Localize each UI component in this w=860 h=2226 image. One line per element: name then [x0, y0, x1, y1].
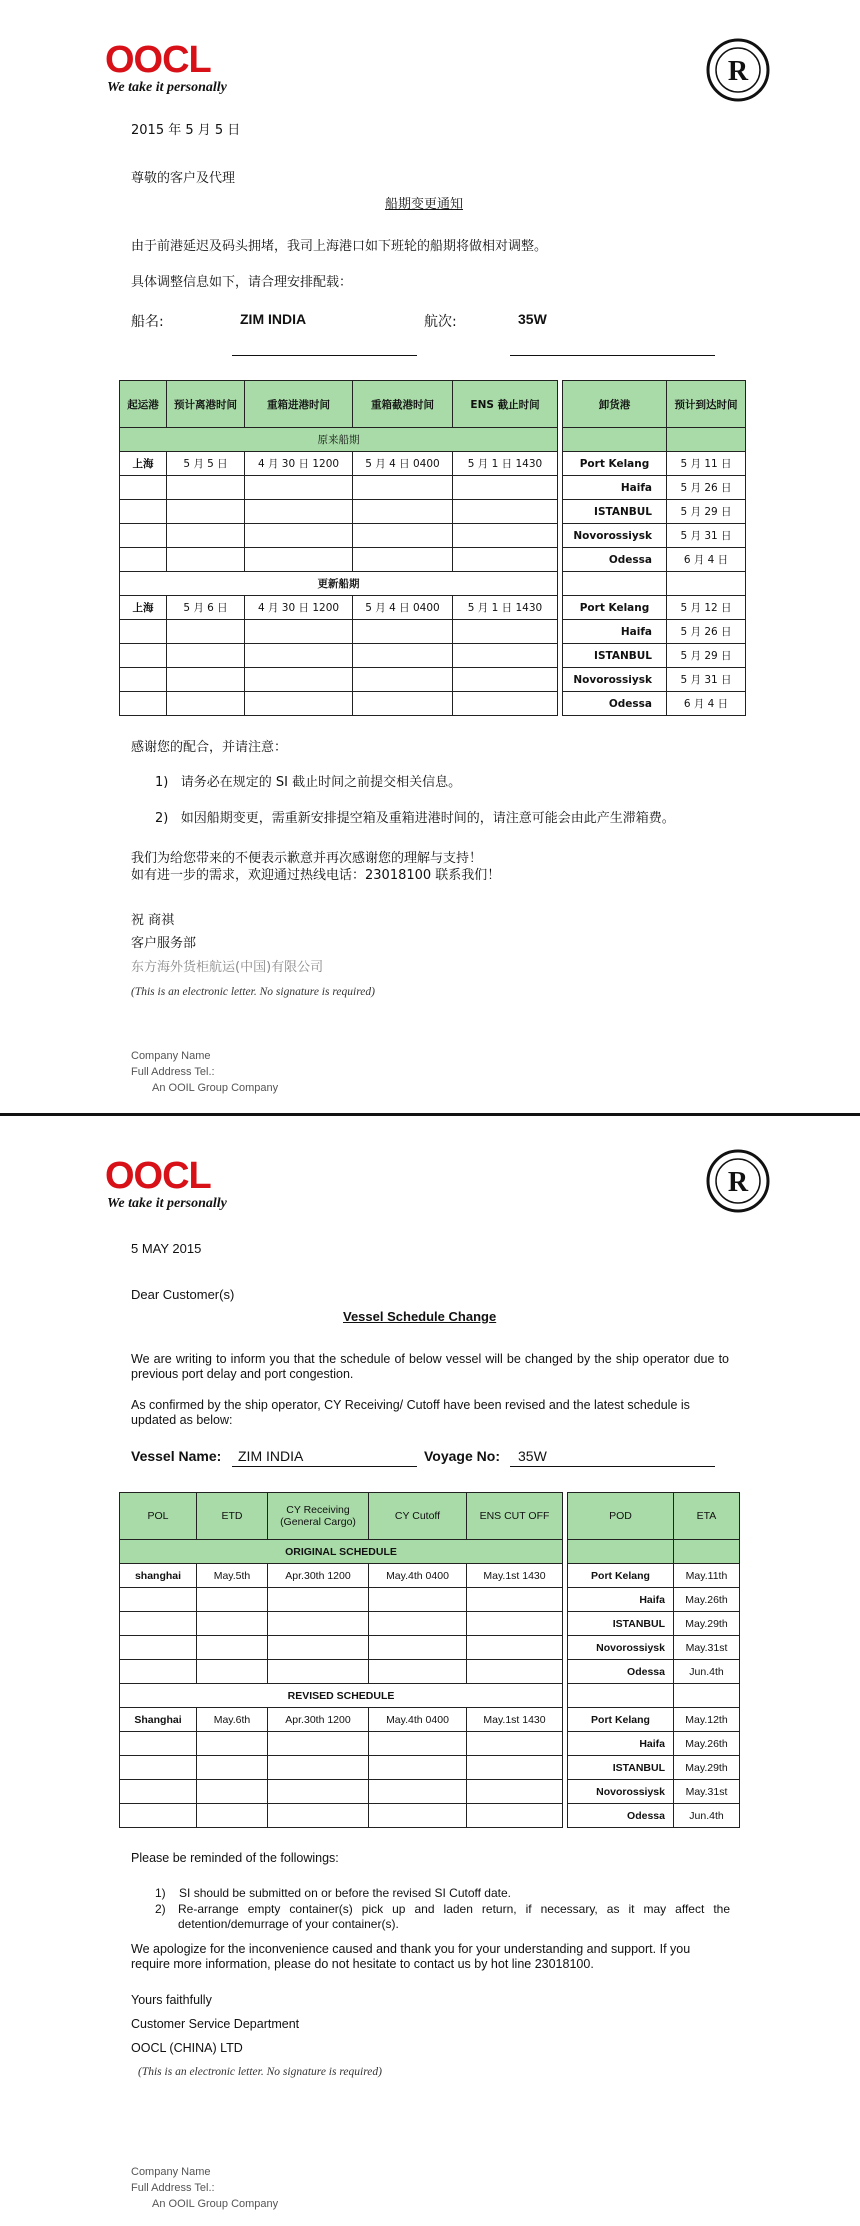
quality-seal-icon	[706, 1149, 770, 1213]
header-cy-cutoff: CY Cutoff	[369, 1493, 467, 1540]
vessel-label: Vessel Name:	[131, 1448, 222, 1464]
logo-word: OOCL	[105, 1155, 211, 1197]
oocl-logo	[105, 1156, 255, 1218]
table-row: shanghai May.5th Apr.30th 1200 May.4th 0400 May.1st 1430 Port Kelang May.11th	[120, 1564, 740, 1588]
chinese-schedule-table	[119, 380, 746, 716]
header-pol: 起运港	[120, 381, 167, 428]
apology-text: 我们为给您带来的不便表示歉意并再次感谢您的理解与支持！	[131, 851, 483, 866]
logo-tagline: We take it personally	[107, 1196, 227, 1211]
letter-intro: We are writing to inform you that the schedule of below vessel will be changed by the ship operator due to previous port delay and port congestion.	[131, 1352, 729, 1381]
table-row: Odessa Jun.4th	[120, 1804, 740, 1828]
electronic-letter-note: (This is an electronic letter. No signature is required)	[131, 986, 375, 998]
electronic-letter-note: (This is an electronic letter. No signature is required)	[138, 2066, 382, 2078]
voyage-underline	[510, 355, 715, 356]
header-etd: ETD	[197, 1493, 268, 1540]
letter-greeting: 尊敬的客户及代理	[131, 171, 236, 186]
note-2: 2) Re-arrange empty container(s) pick up and laden return, if necessary, as it may affect the detention/demurrage of your container(s).	[155, 1902, 730, 1931]
table-row: Novorossiysk 5 月 31 日	[120, 524, 746, 548]
oocl-logo	[105, 40, 255, 102]
table-row: Shanghai May.6th Apr.30th 1200 May.4th 0400 May.1st 1430 Port Kelang May.12th	[120, 1708, 740, 1732]
note-2: 2) 如因船期变更，需重新安排提空箱及重箱进港时间的，请注意可能会由此产生滞箱费。	[155, 811, 675, 826]
header-cy-receiving: 重箱进港时间	[245, 381, 353, 428]
company-name: 东方海外货柜航运(中国)有限公司	[131, 960, 324, 975]
table-row: Odessa Jun.4th	[120, 1660, 740, 1684]
apology-text: We apologize for the inconvenience caused and thank you for your understanding and support. If you require more information, please do not hesitate to contact us by hot line 23018100.	[131, 1942, 691, 1971]
original-schedule-label: ORIGINAL SCHEDULE	[120, 1540, 563, 1564]
department-text: Customer Service Department	[131, 2017, 300, 2031]
voyage-underline	[510, 1466, 715, 1467]
letter-greeting: Dear Customer(s)	[131, 1287, 235, 1302]
footer-company: Company Name	[131, 2166, 211, 2178]
hotline-text: 如有进一步的需求，欢迎通过热线电话：23018100 联系我们！	[131, 868, 501, 883]
table-row: Novorossiysk May.31st	[120, 1780, 740, 1804]
table-row: Odessa 6 月 4 日	[120, 548, 746, 572]
note-1: 1) 请务必在规定的 SI 截止时间之前提交相关信息。	[155, 775, 462, 790]
logo-tagline: We take it personally	[107, 80, 227, 95]
regards-text: 祝 商祺	[131, 913, 175, 928]
english-notice-page	[0, 1116, 860, 2226]
footer-group: An OOIL Group Company	[152, 2198, 279, 2210]
yours-faithfully: Yours faithfully	[131, 1993, 212, 2007]
thanks-note: 感谢您的配合，并请注意：	[131, 740, 288, 755]
adjust-note: 具体调整信息如下，请合理安排配载：	[131, 275, 353, 290]
header-eta: ETA	[674, 1493, 740, 1540]
table-row: Odessa 6 月 4 日	[120, 692, 746, 716]
table-row: Novorossiysk May.31st	[120, 1636, 740, 1660]
header-eta: 预计到达时间	[667, 381, 746, 428]
table-row: 上海 5 月 6 日 4 月 30 日 1200 5 月 4 日 0400 5 月 1 日 1430 Port Kelang 5 月 12 日	[120, 596, 746, 620]
table-row: ISTANBUL May.29th	[120, 1612, 740, 1636]
table-row: ISTANBUL 5 月 29 日	[120, 500, 746, 524]
header-ens: ENS 截止时间	[453, 381, 558, 428]
header-pol: POL	[120, 1493, 197, 1540]
confirm-text: As confirmed by the ship operator, CY Receiving/ Cutoff have been revised and the latest schedule is updated as below:	[131, 1398, 690, 1427]
original-schedule-label: 原来船期	[120, 428, 558, 452]
footer-address: Full Address Tel.:	[131, 1066, 215, 1078]
letter-intro: 由于前港延迟及码头拥堵，我司上海港口如下班轮的船期将做相对调整。	[131, 239, 548, 254]
svg-text:R: R	[727, 1167, 749, 1198]
header-cy-cutoff: 重箱截港时间	[353, 381, 453, 428]
voyage-label: Voyage No:	[424, 1448, 500, 1464]
table-row: 上海 5 月 5 日 4 月 30 日 1200 5 月 4 日 0400 5 月 1 日 1430 Port Kelang 5 月 11 日	[120, 452, 746, 476]
revised-schedule-label: REVISED SCHEDULE	[120, 1684, 563, 1708]
table-row: Haifa May.26th	[120, 1588, 740, 1612]
footer-address: Full Address Tel.:	[131, 2182, 215, 2194]
letter-title: 船期变更通知	[385, 197, 464, 212]
vessel-name: ZIM INDIA	[240, 311, 307, 327]
header-pod: POD	[568, 1493, 674, 1540]
quality-seal-icon	[706, 38, 770, 102]
voyage-number: 35W	[518, 1448, 547, 1464]
footer-company: Company Name	[131, 1050, 211, 1062]
vessel-name: ZIM INDIA	[238, 1448, 304, 1464]
chinese-notice-page	[0, 0, 860, 1110]
table-row: Haifa 5 月 26 日	[120, 620, 746, 644]
footer-group: An OOIL Group Company	[152, 1082, 279, 1094]
department-text: 客户服务部	[131, 936, 197, 951]
remind-text: Please be reminded of the followings:	[131, 1851, 339, 1865]
vessel-label: 船名:	[131, 314, 164, 330]
header-ens: ENS CUT OFF	[467, 1493, 563, 1540]
table-row: Haifa May.26th	[120, 1732, 740, 1756]
letter-date: 5 MAY 2015	[131, 1241, 202, 1256]
table-row: ISTANBUL May.29th	[120, 1756, 740, 1780]
letter-date: 2015 年 5 月 5 日	[131, 123, 241, 138]
note-1: 1) SI should be submitted on or before the revised SI Cutoff date.	[155, 1886, 511, 1900]
table-row: Novorossiysk 5 月 31 日	[120, 668, 746, 692]
vessel-underline	[232, 355, 417, 356]
logo-word: OOCL	[105, 39, 211, 81]
voyage-number: 35W	[518, 311, 547, 327]
table-row: Haifa 5 月 26 日	[120, 476, 746, 500]
header-cy-receiving: CY Receiving (General Cargo)	[268, 1493, 369, 1540]
company-name: OOCL (CHINA) LTD	[131, 2041, 243, 2055]
english-schedule-table	[119, 1492, 740, 1828]
voyage-label: 航次:	[424, 314, 457, 330]
letter-title: Vessel Schedule Change	[343, 1309, 497, 1324]
revised-schedule-label: 更新船期	[120, 572, 558, 596]
vessel-underline	[232, 1466, 417, 1467]
header-pod: 卸货港	[563, 381, 667, 428]
svg-text:R: R	[727, 56, 749, 87]
header-etd: 预计离港时间	[167, 381, 245, 428]
table-row: ISTANBUL 5 月 29 日	[120, 644, 746, 668]
